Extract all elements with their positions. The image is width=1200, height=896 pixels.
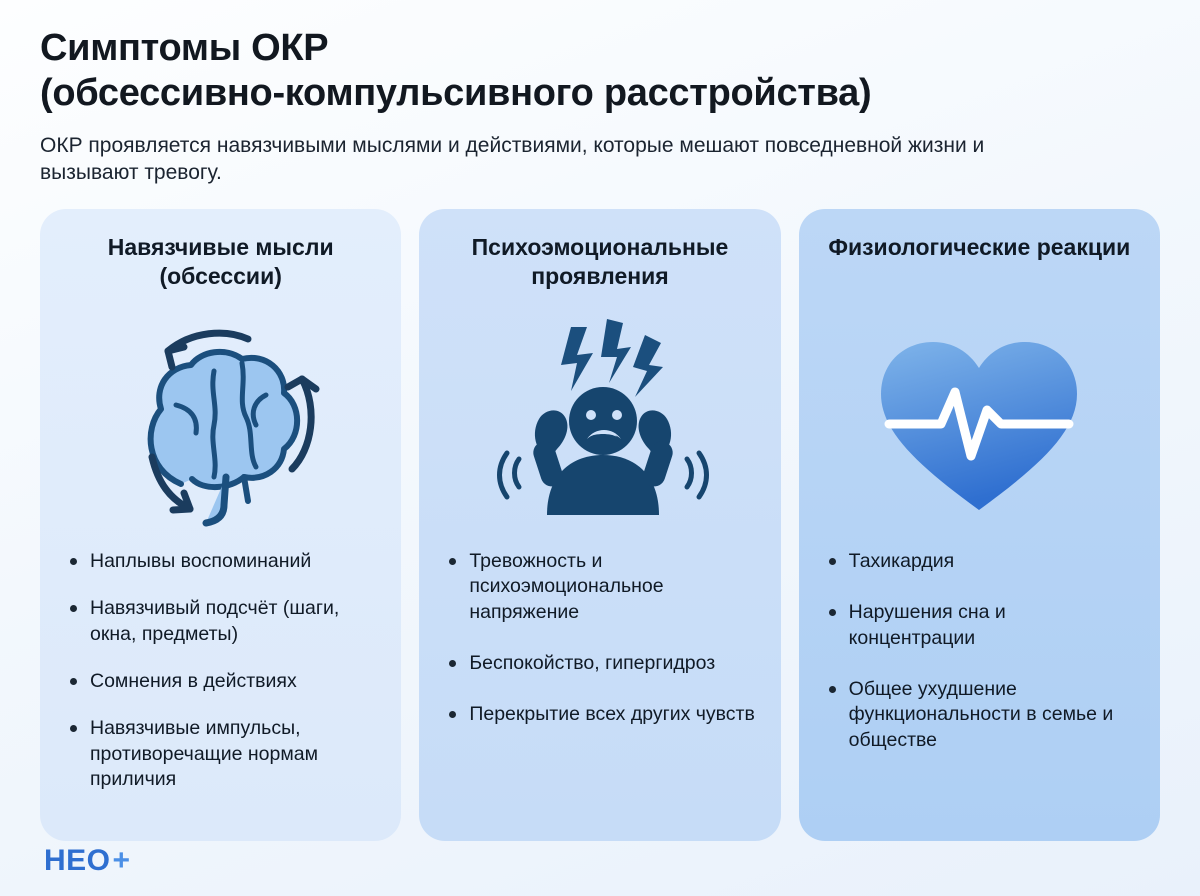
- page-title-line-2: (обсессивно-компульсивного расстройства): [40, 71, 872, 114]
- list-item: Наплывы воспоминаний: [68, 549, 377, 574]
- page-title-line-1: Симптомы ОКР: [40, 27, 329, 69]
- brand-logo-text: НЕО: [44, 844, 111, 877]
- brain-icon: [106, 309, 336, 539]
- list-item: Общее ухудшение функциональности в семье и обществе: [827, 677, 1136, 753]
- card-bullet-list: [441, 549, 758, 754]
- card-title: Психоэмоциональные проявления: [471, 234, 729, 289]
- list-item: Нарушения сна и концентрации: [827, 600, 1136, 651]
- list-item: Тахикардия: [827, 549, 1136, 574]
- card-bullet-list: [62, 549, 379, 814]
- page-subtitle: ОКР проявляется навязчивыми мыслями и действиями, которые мешают повседневной жизни и вызывают тревогу.: [40, 133, 985, 185]
- stressed-person-icon: [475, 309, 725, 539]
- list-item: Навязчивый подсчёт (шаги, окна, предметы): [68, 596, 377, 647]
- cards-row: [40, 209, 1160, 840]
- page-title: [40, 26, 1160, 116]
- card-title: Навязчивые мысли (обсессии): [107, 234, 334, 289]
- card-illustration: [441, 299, 758, 549]
- list-item: Тревожность и психоэмоциональное напряжение: [447, 549, 756, 625]
- list-item: Беспокойство, гипергидроз: [447, 651, 756, 676]
- card-illustration: [62, 299, 379, 549]
- heart-pulse-icon: [859, 314, 1099, 534]
- brand-logo: [44, 844, 131, 878]
- card-physiological: [799, 209, 1160, 840]
- list-item: Сомнения в действиях: [68, 669, 377, 694]
- card-bullet-list: [821, 549, 1138, 779]
- card-psychoemotional: [419, 209, 780, 840]
- brand-logo-plus: +: [112, 844, 131, 877]
- list-item: Навязчивые импульсы, противоречащие нормам приличия: [68, 716, 377, 792]
- card-obsessive-thoughts: [40, 209, 401, 840]
- card-title: Физиологические реакции: [828, 234, 1131, 261]
- list-item: Перекрытие всех других чувств: [447, 702, 756, 727]
- card-illustration: [821, 299, 1138, 549]
